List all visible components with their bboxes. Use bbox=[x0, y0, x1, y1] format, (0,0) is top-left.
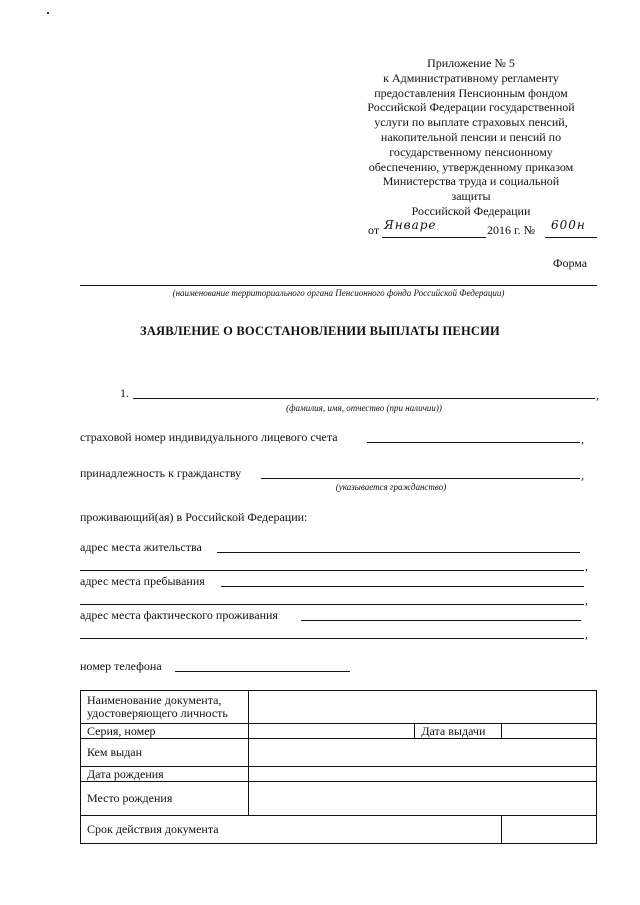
phone-label: номер телефона bbox=[80, 659, 162, 673]
issue-date-value[interactable] bbox=[502, 724, 597, 739]
order-number-handwritten: 600н bbox=[551, 218, 586, 232]
address-stay-comma: , bbox=[585, 593, 588, 607]
table-row bbox=[81, 724, 597, 739]
appendix-line: государственному пенсионному bbox=[389, 144, 553, 159]
appendix-line: Российской Федерации государственной bbox=[367, 100, 575, 115]
fio-caption: (фамилия, имя, отчество (при наличии)) bbox=[286, 403, 442, 413]
appendix-line: Приложение № 5 bbox=[427, 56, 515, 70]
appendix-line: услуги по выплате страховых пенсий, bbox=[374, 115, 568, 130]
table-row bbox=[81, 782, 597, 816]
table-row bbox=[81, 816, 597, 844]
snils-field[interactable] bbox=[367, 442, 580, 443]
address-actual-field[interactable] bbox=[301, 620, 581, 621]
doc-name-label: Наименование документа, удостоверяющего личность bbox=[81, 691, 249, 724]
issued-by-label: Кем выдан bbox=[81, 739, 249, 767]
citizenship-field[interactable] bbox=[261, 478, 580, 479]
phone-field[interactable] bbox=[175, 671, 350, 672]
appendix-line: Российской Федерации bbox=[411, 203, 531, 218]
doc-name-value[interactable] bbox=[248, 691, 596, 724]
territorial-body-caption: (наименование территориального органа Пенсионного фонда Российской Федерации) bbox=[172, 288, 505, 298]
address-residence-comma: , bbox=[585, 559, 588, 573]
address-stay-field-2[interactable] bbox=[80, 604, 584, 605]
issued-by-value[interactable] bbox=[248, 739, 596, 767]
scan-speck bbox=[47, 12, 49, 14]
address-stay-label: адрес места пребывания bbox=[80, 574, 205, 588]
form-label: Форма bbox=[553, 256, 588, 270]
birth-date-label: Дата рождения bbox=[81, 767, 249, 782]
birth-date-value[interactable] bbox=[248, 767, 596, 782]
fio-comma: , bbox=[596, 388, 599, 402]
order-from-label: от bbox=[368, 223, 380, 237]
order-date-line bbox=[382, 237, 486, 238]
validity-label: Срок действия документа bbox=[81, 816, 502, 844]
snils-comma: , bbox=[581, 432, 584, 446]
document-title: ЗАЯВЛЕНИЕ О ВОССТАНОВЛЕНИИ ВЫПЛАТЫ ПЕНСИИ bbox=[140, 324, 500, 338]
table-row bbox=[81, 767, 597, 782]
appendix-line: к Административному регламенту bbox=[383, 70, 559, 85]
appendix-line: предоставления Пенсионным фондом bbox=[374, 85, 568, 100]
appendix-line: накопительной пенсии и пенсий по bbox=[380, 129, 562, 144]
issue-date-label: Дата выдачи bbox=[415, 724, 502, 739]
citizenship-caption: (указывается гражданство) bbox=[335, 482, 447, 492]
appendix-line: защиты bbox=[451, 189, 491, 204]
snils-label: страховой номер индивидуального лицевого счета bbox=[80, 430, 338, 444]
order-date-handwritten: Январе bbox=[384, 218, 437, 232]
citizenship-label: принадлежность к гражданству bbox=[80, 466, 242, 480]
residing-label: проживающий(ая) в Российской Федерации: bbox=[80, 510, 308, 524]
fio-field[interactable] bbox=[133, 398, 595, 399]
birth-place-label: Место рождения bbox=[81, 782, 249, 816]
appendix-line: Министерства труда и социальной bbox=[382, 174, 560, 189]
validity-value[interactable] bbox=[502, 816, 597, 844]
territorial-body-field[interactable] bbox=[80, 285, 597, 286]
identity-document-table bbox=[80, 690, 597, 844]
address-residence-field-2[interactable] bbox=[80, 570, 584, 571]
address-stay-field[interactable] bbox=[221, 586, 584, 587]
item-number: 1. bbox=[120, 386, 129, 400]
address-residence-label: адрес места жительства bbox=[80, 540, 202, 554]
order-year-label: 2016 г. № bbox=[487, 223, 536, 237]
appendix-line: обеспечению, утвержденному приказом bbox=[368, 159, 574, 174]
appendix-block bbox=[340, 56, 602, 219]
birth-place-value[interactable] bbox=[248, 782, 596, 816]
address-residence-field[interactable] bbox=[217, 552, 580, 553]
order-number-line bbox=[545, 237, 597, 238]
series-number-value[interactable] bbox=[248, 724, 415, 739]
table-row bbox=[81, 691, 597, 724]
series-number-label: Серия, номер bbox=[81, 724, 249, 739]
address-actual-field-2[interactable] bbox=[80, 638, 584, 639]
address-actual-label: адрес места фактического проживания bbox=[80, 608, 278, 622]
table-row bbox=[81, 739, 597, 767]
address-actual-comma: , bbox=[585, 627, 588, 641]
citizenship-comma: , bbox=[581, 468, 584, 482]
